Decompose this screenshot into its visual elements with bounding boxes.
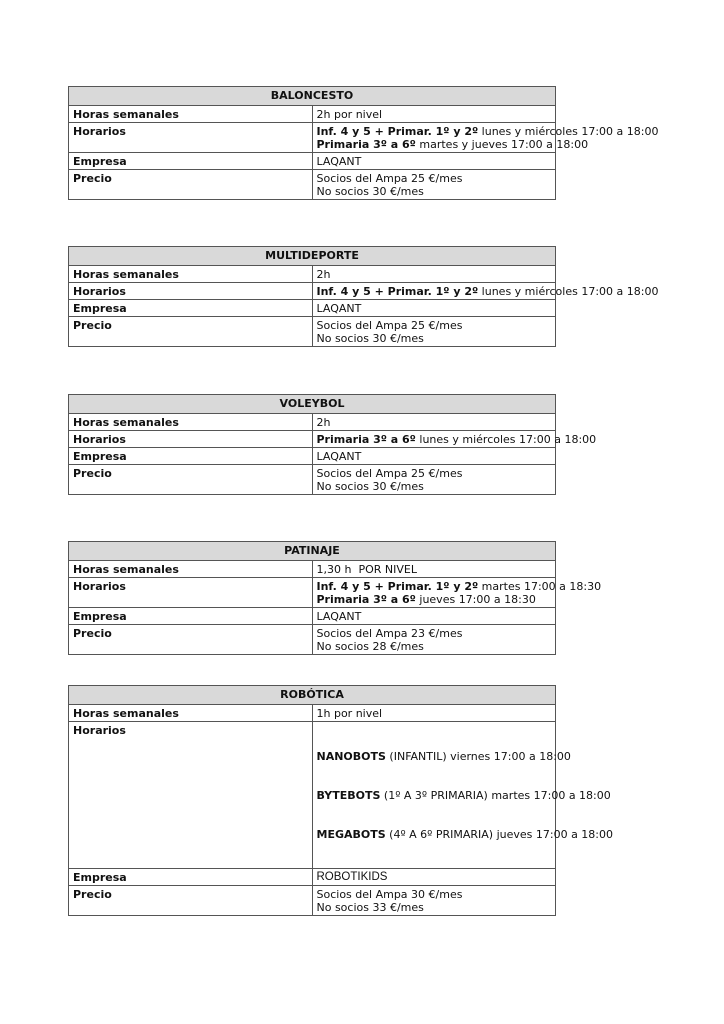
- label-precio: Precio: [69, 317, 313, 347]
- value-precio: [312, 317, 556, 347]
- label-horas: Horas semanales: [69, 266, 313, 283]
- horario-detail: lunes y miércoles 17:00 a 18:00: [478, 285, 659, 298]
- horario-group: Primaria 3º a 6º: [316, 138, 416, 151]
- value-horarios: [312, 123, 659, 153]
- label-precio: Precio: [69, 170, 313, 200]
- precio-no-socios: No socios 33 €/mes: [316, 901, 424, 914]
- value-empresa: LAQANT: [312, 300, 556, 317]
- value-horas: 1,30 h POR NIVEL: [312, 561, 556, 578]
- value-horarios: [312, 578, 602, 608]
- horario-group: Primaria 3º a 6º: [316, 433, 416, 446]
- label-horarios: Horarios: [69, 578, 313, 608]
- horario-detail: (4º A 6º PRIMARIA) jueves 17:00 a 18:00: [385, 828, 614, 841]
- label-empresa: Empresa: [69, 153, 313, 170]
- table-voleybol: [68, 394, 597, 495]
- value-empresa: LAQANT: [312, 153, 556, 170]
- horario-detail: lunes y miércoles 17:00 a 18:00: [415, 433, 597, 446]
- horario-line: [316, 433, 597, 446]
- horario-detail: martes y jueves 17:00 a 18:00: [415, 138, 589, 151]
- label-precio: Precio: [69, 465, 313, 495]
- precio-socios: Socios del Ampa 25 €/mes: [316, 172, 463, 185]
- horario-detail: martes 17:00 a 18:30: [478, 580, 602, 593]
- precio-socios: Socios del Ampa 25 €/mes: [316, 467, 463, 480]
- precio-socios: Socios del Ampa 25 €/mes: [316, 319, 463, 332]
- horario-group: Inf. 4 y 5 + Primar. 1º y 2º: [316, 285, 479, 298]
- precio-no-socios: No socios 30 €/mes: [316, 185, 424, 198]
- value-precio: [312, 170, 556, 200]
- label-horarios: Horarios: [69, 722, 313, 869]
- label-empresa: Empresa: [69, 608, 313, 625]
- horario-line: [316, 285, 659, 298]
- precio-socios: Socios del Ampa 30 €/mes: [316, 888, 463, 901]
- horario-detail: (INFANTIL) viernes 17:00 a 18:00: [385, 750, 571, 763]
- value-precio: [312, 886, 556, 916]
- table-robotica: [68, 685, 614, 916]
- label-horas: Horas semanales: [69, 106, 313, 123]
- label-empresa: Empresa: [69, 448, 313, 465]
- horario-line: [316, 580, 602, 593]
- value-horarios: [312, 431, 597, 448]
- label-horas: Horas semanales: [69, 414, 313, 431]
- label-precio: Precio: [69, 886, 313, 916]
- value-precio: [312, 625, 556, 655]
- horario-line: [316, 138, 589, 151]
- horario-group: Primaria 3º a 6º: [316, 593, 416, 606]
- label-horarios: Horarios: [69, 431, 313, 448]
- horario-detail: lunes y miércoles 17:00 a 18:00: [478, 125, 659, 138]
- label-horarios: Horarios: [69, 123, 313, 153]
- table-multideporte: [68, 246, 659, 347]
- horario-group: BYTEBOTS: [316, 789, 381, 802]
- horario-group: Inf. 4 y 5 + Primar. 1º y 2º: [316, 580, 479, 593]
- label-horarios: Horarios: [69, 283, 313, 300]
- precio-no-socios: No socios 30 €/mes: [316, 480, 424, 493]
- horario-group: MEGABOTS: [316, 828, 386, 841]
- horario-detail: jueves 17:00 a 18:30: [415, 593, 536, 606]
- value-empresa: ROBOTIKIDS: [312, 869, 556, 886]
- table-title: MULTIDEPORTE: [69, 247, 556, 266]
- value-empresa: LAQANT: [312, 448, 556, 465]
- label-precio: Precio: [69, 625, 313, 655]
- horario-group: NANOBOTS: [316, 750, 386, 763]
- value-horarios: [312, 283, 659, 300]
- value-horas: 2h: [312, 414, 556, 431]
- horario-group: Inf. 4 y 5 + Primar. 1º y 2º: [316, 125, 479, 138]
- value-precio: [312, 465, 556, 495]
- value-horarios: [312, 722, 614, 869]
- horario-line: [316, 125, 659, 138]
- table-title: ROBÓTICA: [69, 686, 556, 705]
- horario-line: [317, 593, 552, 606]
- table-baloncesto: [68, 86, 659, 200]
- horario-line: [316, 789, 611, 802]
- precio-no-socios: No socios 28 €/mes: [316, 640, 424, 653]
- horario-detail: (1º A 3º PRIMARIA) martes 17:00 a 18:00: [380, 789, 611, 802]
- horario-line: [316, 750, 571, 763]
- table-title: VOLEYBOL: [69, 395, 556, 414]
- value-horas: 2h por nivel: [312, 106, 556, 123]
- label-horas: Horas semanales: [69, 705, 313, 722]
- horario-line: [316, 828, 614, 841]
- value-horas: 1h por nivel: [312, 705, 556, 722]
- label-empresa: Empresa: [69, 869, 313, 886]
- table-title: BALONCESTO: [69, 87, 556, 106]
- label-horas: Horas semanales: [69, 561, 313, 578]
- precio-no-socios: No socios 30 €/mes: [316, 332, 424, 345]
- table-patinaje: [68, 541, 602, 655]
- label-empresa: Empresa: [69, 300, 313, 317]
- value-empresa: LAQANT: [312, 608, 556, 625]
- table-title: PATINAJE: [69, 542, 556, 561]
- precio-socios: Socios del Ampa 23 €/mes: [316, 627, 463, 640]
- value-horas: 2h: [312, 266, 556, 283]
